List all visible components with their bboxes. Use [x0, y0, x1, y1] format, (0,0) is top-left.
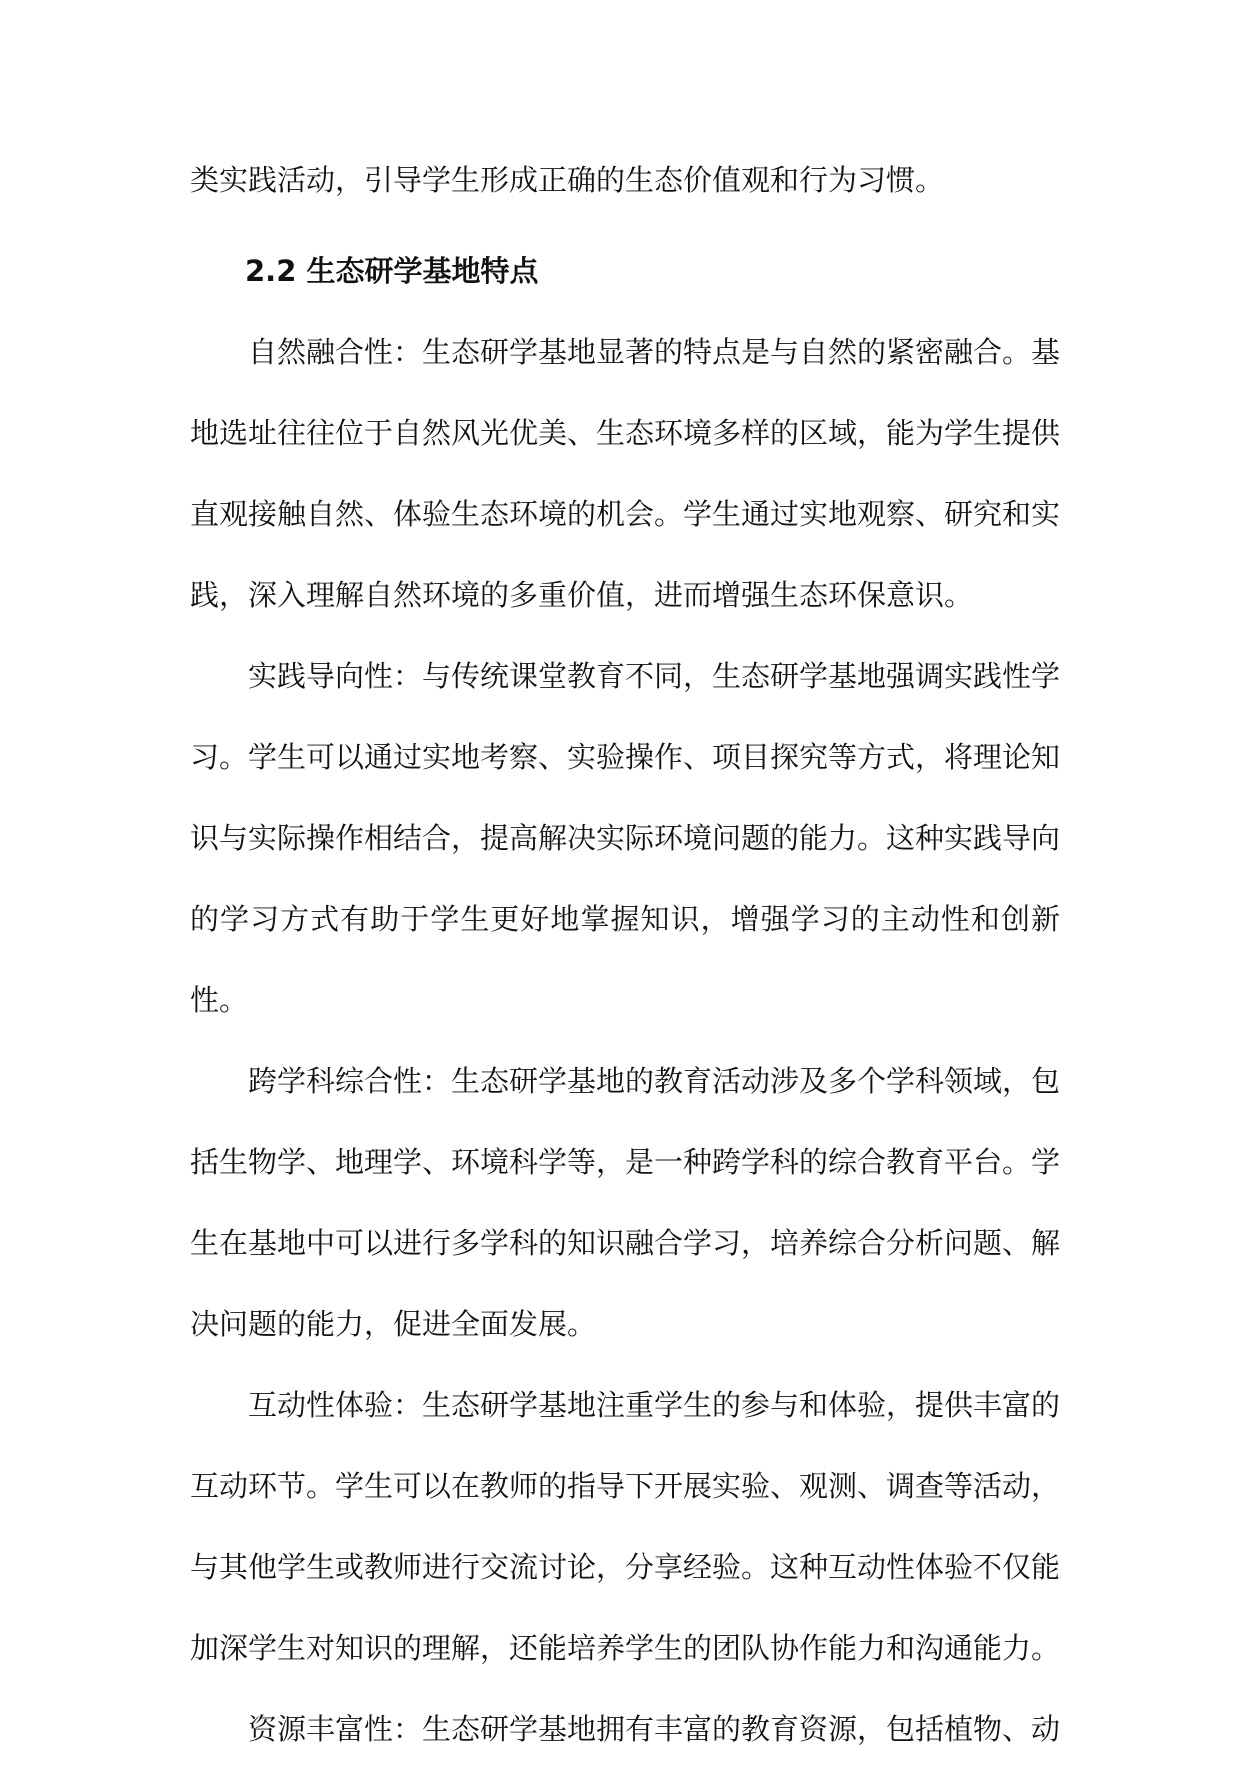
section-heading: 2.2 生态研学基地特点	[245, 254, 539, 288]
paragraph-interdisciplinary: 跨学科综合性：生态研学基地的教育活动涉及多个学科领域，包括生物学、地理学、环境科学等，是一种跨学科的综合教育平台。学生在基地中可以进行多学科的知识融合学习，培养综合分析问题、解决问题的能力，促进全面发展。	[190, 1064, 1061, 1341]
paragraph-natural-integration: 自然融合性：生态研学基地显著的特点是与自然的紧密融合。基地选址往往位于自然风光优美、生态环境多样的区域，能为学生提供直观接触自然、体验生态环境的机会。学生通过实地观察、研究和实践，深入理解自然环境的多重价值，进而增强生态环保意识。	[190, 335, 1061, 612]
paragraph-interactive-experience: 互动性体验：生态研学基地注重学生的参与和体验，提供丰富的互动环节。学生可以在教师的指导下开展实验、观测、调查等活动，与其他学生或教师进行交流讨论，分享经验。这种互动性体验不仅能加深学生对知识的理解，还能培养学生的团队协作能力和沟通能力。	[190, 1388, 1061, 1665]
paragraph-resource-richness: 资源丰富性：生态研学基地拥有丰富的教育资源，包括植物、动	[248, 1712, 1061, 1746]
paragraph-continuation: 类实践活动，引导学生形成正确的生态价值观和行为习惯。	[190, 163, 945, 197]
document-body	[190, 140, 1060, 1770]
paragraph-practice-orientation: 实践导向性：与传统课堂教育不同，生态研学基地强调实践性学习。学生可以通过实地考察、实验操作、项目探究等方式，将理论知识与实际操作相结合，提高解决实际环境问题的能力。这种实践导向的学习方式有助于学生更好地掌握知识，增强学习的主动性和创新性。	[190, 659, 1061, 1017]
